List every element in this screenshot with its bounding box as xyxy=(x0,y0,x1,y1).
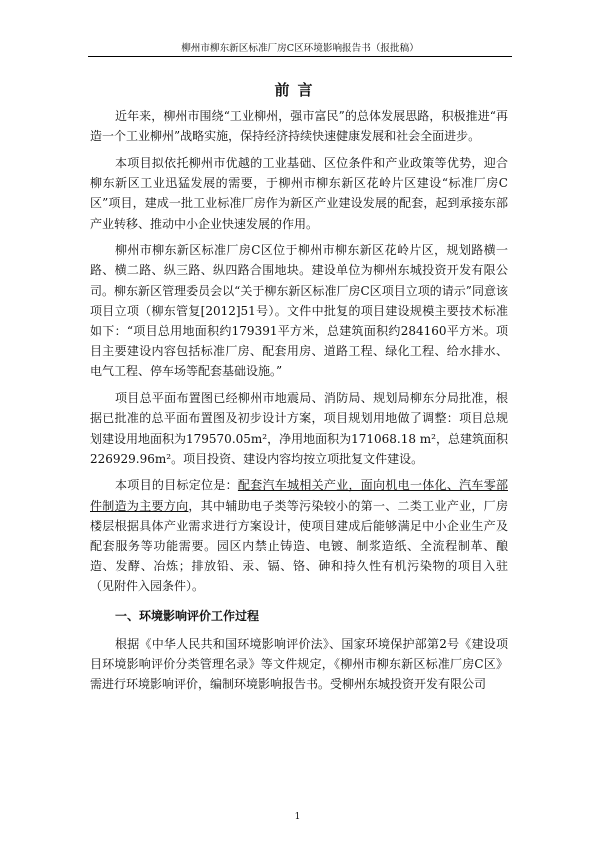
section-heading-1: 一、环境影响评价工作过程 xyxy=(115,608,260,623)
paragraph-5-rest: ，其中辅助电子类等污染较小的第一、二类工业产业，厂房楼层根据具体产业需求进行方案设计，使项目建成后能够满足中小企业生产及配套服务等功能需要。园区内禁止铸造、电镀、制浆造纸、全流程制革、酿造、发酵、冶炼；排放铅、汞、镉、铬、砷和持久性有机污染物的项目入驻（见附件入园条件）。 xyxy=(90,498,508,594)
paragraph-5 xyxy=(90,475,508,596)
page-title: 前言 xyxy=(274,81,321,99)
underlined-positioning-text: 配套汽车城相关产业，面向机电一体化、汽车零部件制造为主要方向 xyxy=(90,478,508,513)
paragraph-2: 本项目拟依托柳州市优越的工业基础、区位条件和产业政策等优势，迎合柳东新区工业迅猛发展的需要，于柳州市柳东新区花岭片区建设“标准厂房C区”项目，建成一批工业标准厂房作为新区产业建设发展的配套，起到承接东部产业转移、推动中小企业快速发展的作用。 xyxy=(90,155,508,231)
paragraph-3: 柳州市柳东新区标准厂房C区位于柳州市柳东新区花岭片区，规划路横一路、横二路、纵三路、纵四路合围地块。建设单位为柳州东城投资开发有限公司。柳东新区管理委员会以“关于柳东新区标准厂房C区项目立项的请示”同意该项目立项（柳东管复[2012]51号）。文件中批复的项目建设规模主要技术标准如下：“项目总用地面积约179391平方米，总建筑面积约284160平方米。项目主要建设内容包括标准厂房、配套用房、道路工程、绿化工程、给水排水、电气工程、停车场等配套基础设施。” xyxy=(90,243,508,379)
paragraph-5-lead: 本项目的目标定位是： xyxy=(115,478,238,493)
paragraph-1: 近年来，柳州市围绕“工业柳州，强市富民”的总体发展思路，积极推进“再造一个工业柳州”战略实施，保持经济持续快速健康发展和社会全面进步。 xyxy=(90,109,508,144)
paragraph-4: 项目总平面布置图已经柳州市地震局、消防局、规划局柳东分局批准，根据已批准的总平面布置图及初步设计方案，项目规划用地做了调整：项目总规划建设用地面积为179570.05m²，净用地面积为171068.18 m²，总建筑面积226929.96m²。项目投资、建设内容均按立项批复文件建设。 xyxy=(90,391,508,466)
page-number: 1 xyxy=(294,812,301,822)
paragraph-6: 根据《中华人民共和国环境影响评价法》、国家环境保护部第2号《建设项目环境影响评价分类管理名录》等文件规定，《柳州市柳东新区标准厂房C区》需进行环境影响评价，编制环境影响报告书。受柳州东城投资开发有限公司 xyxy=(90,636,508,692)
document-body xyxy=(90,106,508,701)
running-header: 柳州市柳东新区标准厂房C区环境影响报告书（报批稿） xyxy=(88,42,512,57)
